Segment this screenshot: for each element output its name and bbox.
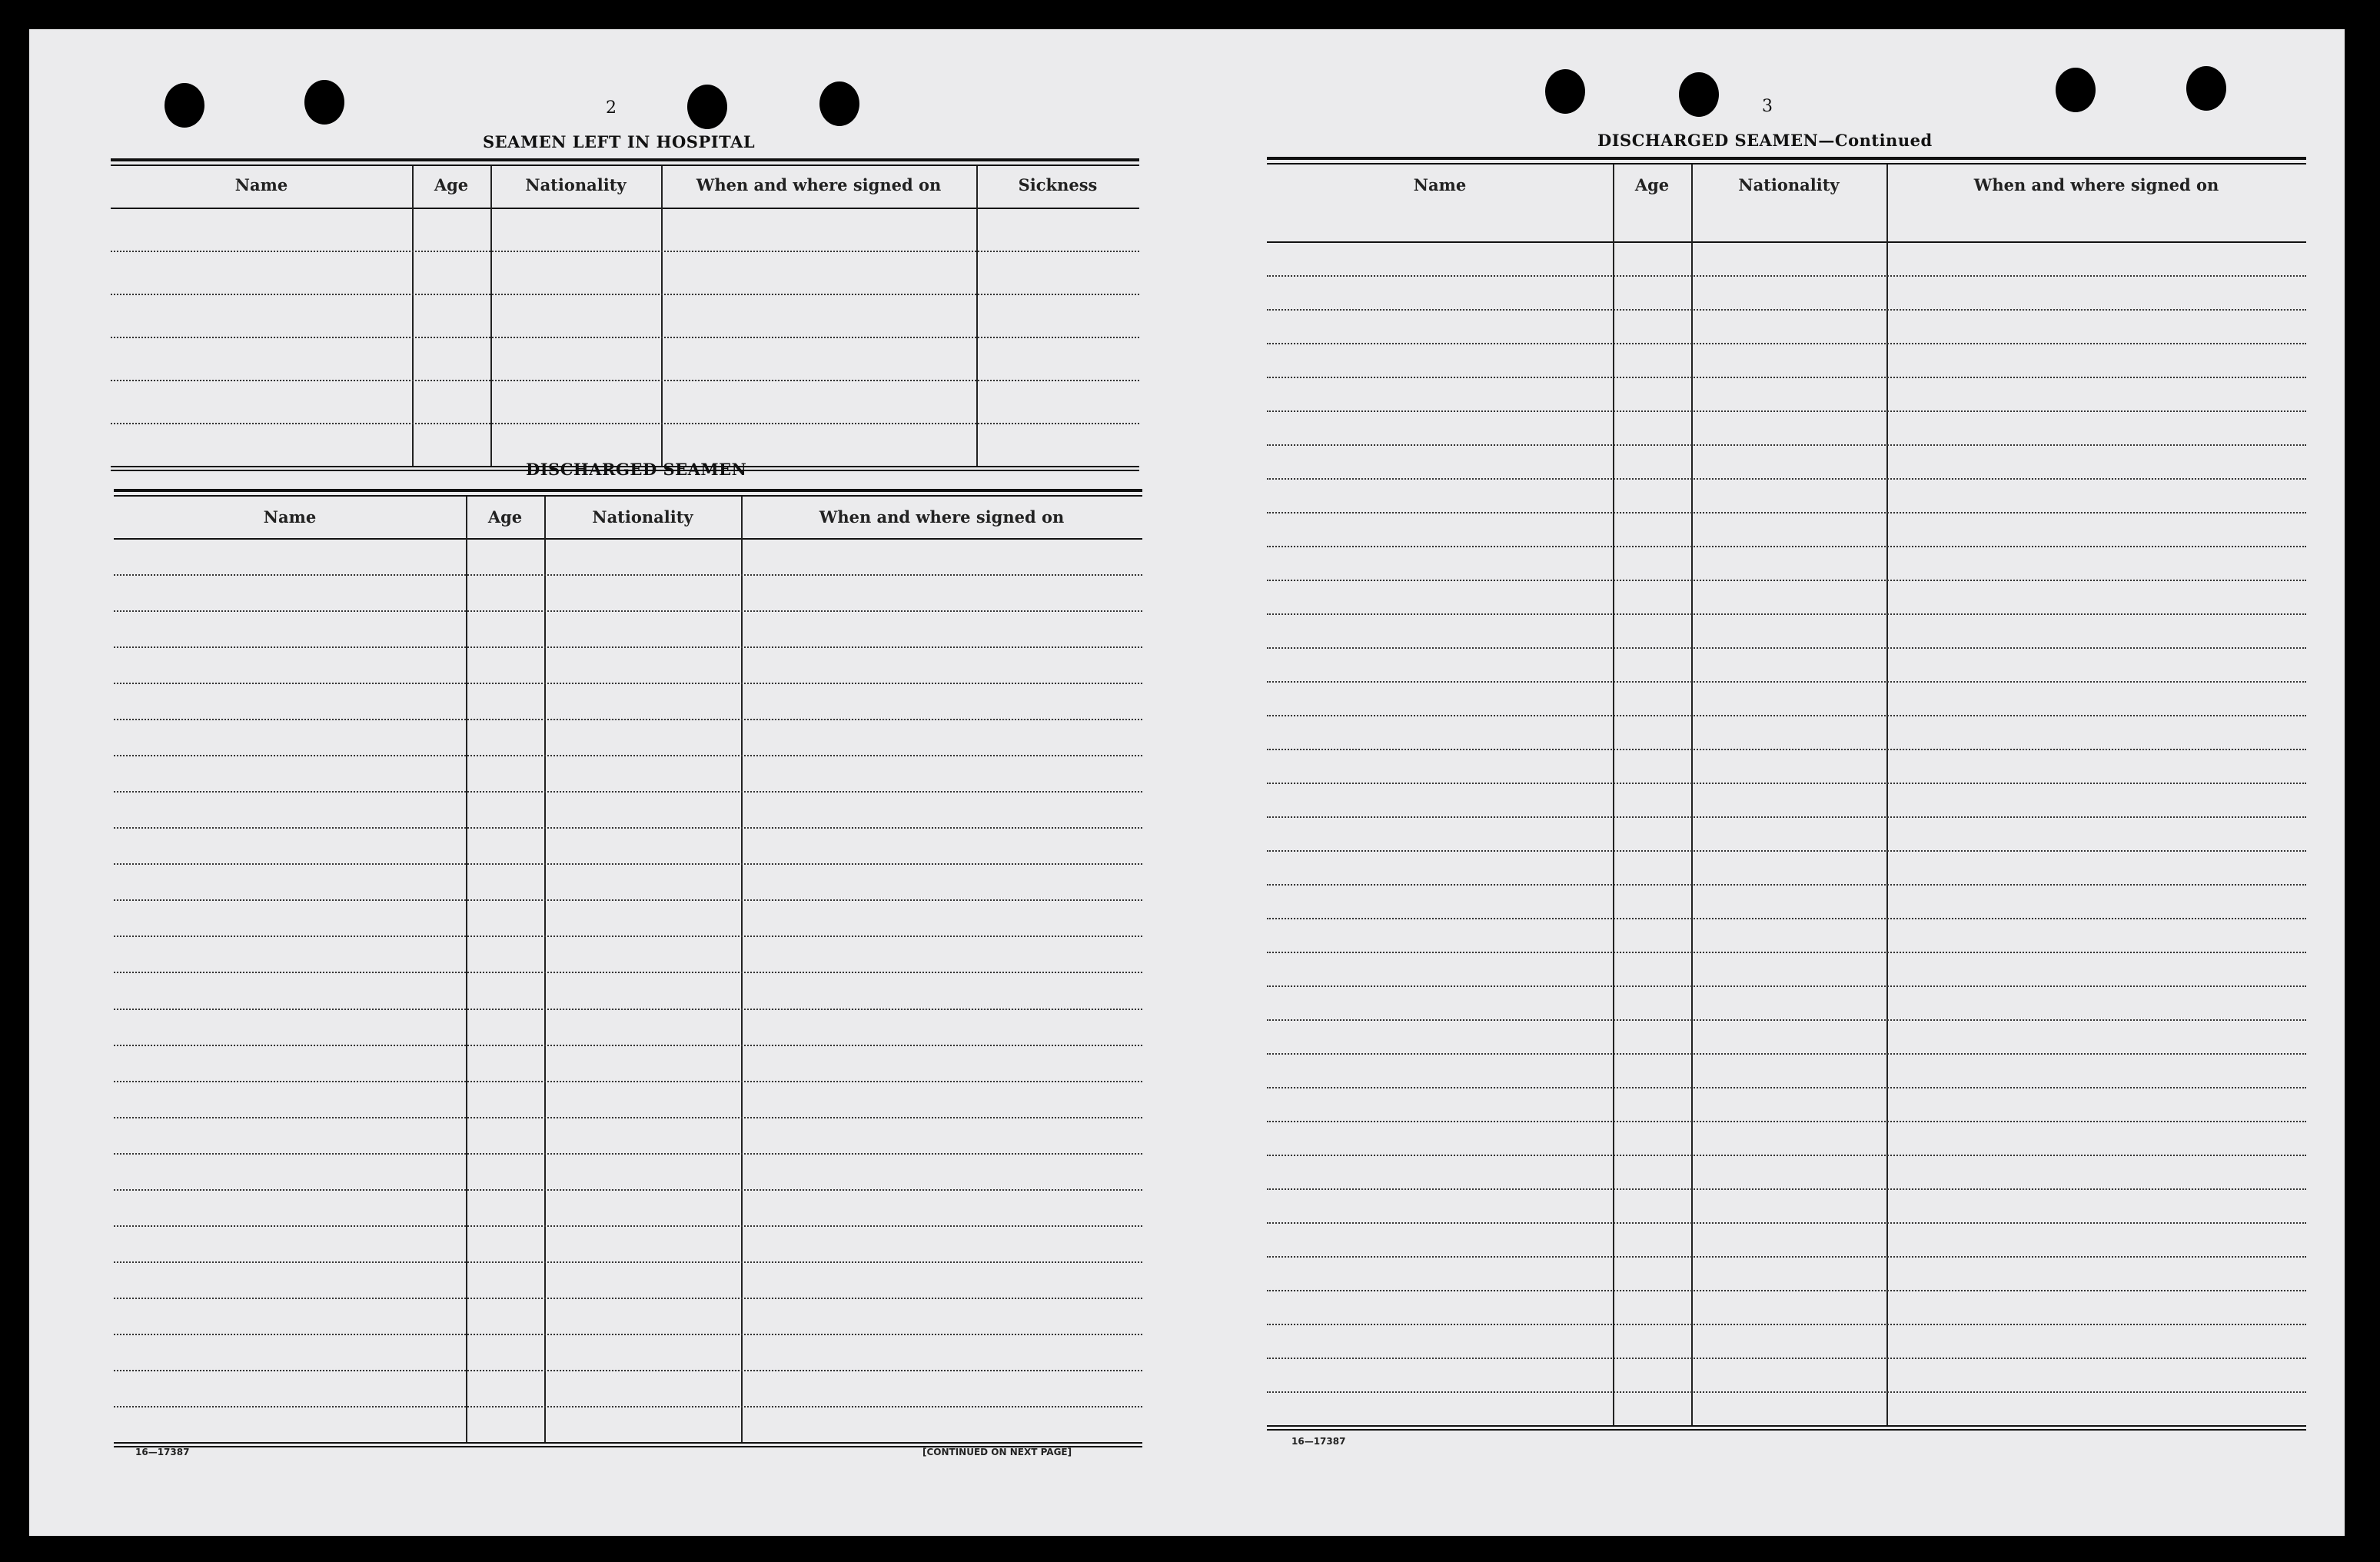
table-row (1267, 681, 2306, 683)
table-row (1267, 1256, 2306, 1258)
table-bottom-rule-2 (1267, 1429, 2306, 1431)
column-header-name: Name (1413, 175, 1467, 194)
table-row (1267, 1324, 2306, 1325)
table-row (1267, 410, 2306, 412)
table-row (114, 1261, 1142, 1263)
form-number-right: 16—17387 (1291, 1436, 1346, 1447)
table-row (114, 863, 1142, 865)
table-row (111, 337, 1139, 338)
column-header-name: Name (234, 175, 288, 194)
table-row (111, 251, 1139, 252)
punch-hole (687, 85, 727, 129)
table-row (1267, 343, 2306, 344)
table-row (1267, 918, 2306, 919)
table-bottom-rule (1267, 1425, 2306, 1427)
table-row (1267, 647, 2306, 649)
discharged-continued-title (1597, 131, 1933, 150)
column-divider (741, 497, 743, 1442)
column-divider (544, 497, 546, 1442)
table-row (114, 899, 1142, 901)
table-row (1267, 377, 2306, 378)
table-row (1267, 850, 2306, 852)
table-top-rule (114, 489, 1142, 492)
discharged-continued-title-suffix: —Continued (1818, 131, 1933, 150)
column-header-name: Name (263, 507, 317, 527)
page-number-right: 3 (1762, 97, 1773, 116)
table-row (114, 972, 1142, 973)
table-row (114, 719, 1142, 720)
table-row (114, 646, 1142, 648)
table-row (1267, 749, 2306, 750)
table-bottom-rule (114, 1442, 1142, 1444)
table-row (114, 755, 1142, 756)
table-top-rule (111, 158, 1139, 161)
table-row (114, 574, 1142, 576)
table-row (114, 1081, 1142, 1082)
column-divider (661, 166, 663, 466)
table-row (114, 827, 1142, 829)
column-header-nationality: Nationality (592, 507, 693, 527)
table-row (114, 1334, 1142, 1335)
column-header-nationality: Nationality (525, 175, 627, 194)
column-divider (976, 166, 978, 466)
table-row (114, 1045, 1142, 1046)
table-row (114, 936, 1142, 937)
table-row (1267, 1019, 2306, 1021)
column-divider (1691, 165, 1693, 1425)
table-row (114, 1009, 1142, 1010)
punch-hole (2186, 66, 2226, 111)
column-header-sickness: Sickness (1018, 175, 1098, 194)
table-top-rule-thin (111, 165, 1139, 166)
column-header-when-and-where-signed-on: When and where signed on (696, 175, 942, 194)
column-header-when-and-where-signed-on: When and where signed on (1973, 175, 2219, 194)
table-row (1267, 952, 2306, 953)
table-top-rule-thin (1267, 163, 2306, 165)
header-bottom-rule (114, 538, 1142, 540)
discharged-table-title: DISCHARGED SEAMEN (526, 460, 747, 479)
table-row (1267, 1290, 2306, 1291)
table-row (1267, 884, 2306, 886)
table-row (1267, 1053, 2306, 1055)
table-row (114, 791, 1142, 793)
form-number-left: 16—17387 (135, 1447, 190, 1457)
column-divider (490, 166, 492, 466)
punch-hole (1545, 69, 1585, 114)
form-sheet (29, 29, 2345, 1536)
table-row (114, 1153, 1142, 1155)
table-top-rule (1267, 157, 2306, 160)
table-row (1267, 1155, 2306, 1156)
table-row (111, 423, 1139, 424)
column-header-nationality: Nationality (1738, 175, 1840, 194)
table-row (1267, 816, 2306, 818)
column-divider (466, 497, 467, 1442)
table-row (114, 1117, 1142, 1118)
table-row (1267, 1358, 2306, 1359)
header-bottom-rule (111, 208, 1139, 209)
table-row (114, 1370, 1142, 1371)
table-row (1267, 478, 2306, 480)
table-row (114, 1225, 1142, 1227)
table-row (1267, 1222, 2306, 1224)
table-row (1267, 715, 2306, 716)
punch-hole (304, 80, 344, 125)
page-number-left: 2 (606, 98, 617, 118)
discharged-seamen-continued-table (1267, 157, 2306, 1457)
column-header-age: Age (487, 507, 523, 527)
punch-hole (165, 83, 204, 128)
table-row (114, 1298, 1142, 1299)
table-top-rule-thin (114, 495, 1142, 497)
table-row (1267, 1391, 2306, 1393)
table-row (114, 683, 1142, 684)
table-row (1267, 613, 2306, 615)
table-row (1267, 1121, 2306, 1122)
punch-hole (819, 81, 859, 126)
column-divider (1613, 165, 1614, 1425)
table-row (1267, 546, 2306, 547)
table-row (1267, 309, 2306, 311)
table-row (111, 294, 1139, 295)
table-row (111, 380, 1139, 381)
column-divider (412, 166, 414, 466)
column-divider (1886, 165, 1888, 1425)
header-bottom-rule (1267, 241, 2306, 243)
column-header-age: Age (434, 175, 469, 194)
table-row (114, 1406, 1142, 1407)
continued-note: [CONTINUED ON NEXT PAGE] (922, 1447, 1072, 1457)
table-row (1267, 275, 2306, 277)
table-row (1267, 1188, 2306, 1190)
table-row (1267, 783, 2306, 784)
column-header-when-and-where-signed-on: When and where signed on (819, 507, 1065, 527)
table-row (1267, 985, 2306, 987)
table-row (114, 1189, 1142, 1191)
punch-hole (2056, 68, 2096, 112)
seamen-left-in-hospital-table (111, 158, 1139, 474)
discharged-continued-title-main: DISCHARGED SEAMEN (1597, 131, 1819, 150)
table-row (1267, 1087, 2306, 1088)
punch-hole (1679, 72, 1719, 117)
table-row (1267, 580, 2306, 581)
discharged-seamen-table (114, 489, 1142, 1481)
table-row (1267, 444, 2306, 446)
column-header-age: Age (1634, 175, 1670, 194)
table-row (114, 610, 1142, 612)
table-row (1267, 512, 2306, 513)
hospital-table-title: SEAMEN LEFT IN HOSPITAL (483, 132, 756, 151)
